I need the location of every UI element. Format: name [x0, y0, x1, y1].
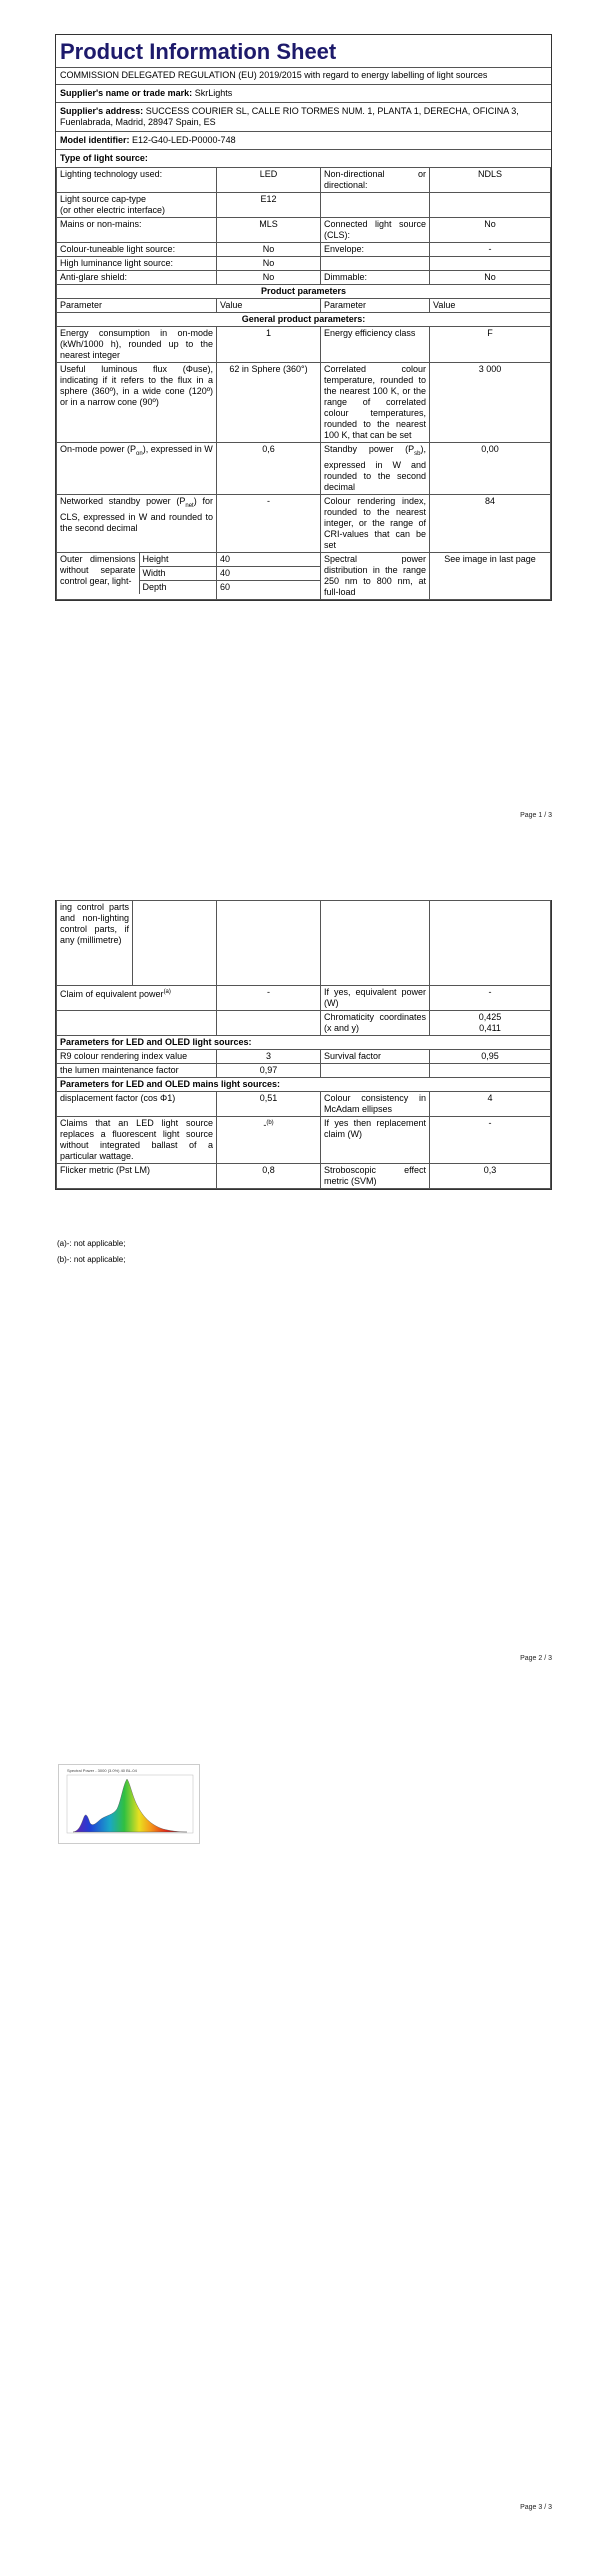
efficiency-class-label: Energy efficiency class — [321, 327, 430, 363]
envelope-label: Envelope: — [321, 243, 430, 257]
standby-power: 0,00 — [430, 443, 551, 495]
table-row — [57, 1117, 551, 1164]
dimmable: No — [430, 271, 551, 285]
model-row — [56, 132, 551, 150]
cap-type-label: Light source cap-type — [60, 194, 147, 204]
lumen-maintenance: 0,97 — [217, 1064, 321, 1078]
chromaticity-label: Chromaticity coordinates (x and y) — [321, 1011, 430, 1036]
envelope: - — [430, 243, 551, 257]
model-label: Model identifier: — [60, 135, 130, 145]
directional-label: Non-directional or directional: — [321, 168, 430, 193]
energy-consumption: 1 — [217, 327, 321, 363]
lighting-tech: LED — [217, 168, 321, 193]
continued-table — [56, 900, 551, 1189]
flicker-label: Flicker metric (Pst LM) — [57, 1164, 217, 1189]
table-row — [57, 901, 551, 986]
regulation-text: COMMISSION DELEGATED REGULATION (EU) 2019/2015 with regard to energy labelling of light sources — [56, 68, 551, 85]
table-row — [57, 552, 551, 599]
displacement-label: displacement factor (cos Φ1) — [57, 1092, 217, 1117]
table-row — [57, 1078, 551, 1092]
page-2 — [0, 900, 604, 1700]
cap-type: E12 — [217, 193, 321, 218]
table-row — [57, 243, 551, 257]
lumen-maintenance-label: the lumen maintenance factor — [57, 1064, 217, 1078]
colour-tuneable-label: Colour-tuneable light source: — [57, 243, 217, 257]
info-sheet-frame-continued — [55, 900, 552, 1190]
replacement: - — [430, 1117, 551, 1164]
equiv-power-label: Claim of equivalent power$^{(a)}$ — [57, 986, 217, 1011]
supplier-address: SUCCESS COURIER SL, CALLE RIO TORMES NUM. 1, PLANTA 1, DERECHA, OFICINA 3, Fuenlabrada, Madrid, 28947 Spain, ES — [60, 106, 519, 127]
luminous-flux-label: Useful luminous flux (Φuse), indicating if it refers to the flux in a sphere (360º), in a wide cone (120º) or in a narrow cone (90º) — [57, 363, 217, 443]
table-row — [57, 168, 551, 193]
flicker: 0,8 — [217, 1164, 321, 1189]
spectrum-chart — [59, 1765, 199, 1843]
table-row — [57, 193, 551, 218]
led-heading: Parameters for LED and OLED light sources: — [57, 1036, 551, 1050]
colour-tuneable: No — [217, 243, 321, 257]
networked-standby-label: Networked standby power $(P_{net})$ for CLS, expressed in W and rounded to the second decimal — [57, 494, 217, 552]
supplier-name: SkrLights — [194, 88, 233, 98]
type-table — [56, 167, 551, 600]
replacement-label: If yes then replacement claim (W) — [321, 1117, 430, 1164]
type-heading: Type of light source: — [60, 153, 148, 163]
consistency-label: Colour consistency in McAdam ellipses — [321, 1092, 430, 1117]
table-row — [57, 1011, 551, 1036]
width-label: Width — [139, 566, 216, 580]
consistency: 4 — [430, 1092, 551, 1117]
cri: 84 — [430, 494, 551, 552]
on-mode-power: 0,6 — [217, 443, 321, 495]
anti-glare-label: Anti-glare shield: — [57, 271, 217, 285]
r9: 3 — [217, 1050, 321, 1064]
spectrum-curve — [73, 1779, 187, 1832]
table-row — [57, 986, 551, 1011]
table-row — [57, 443, 551, 495]
r9-label: R9 colour rendering index value — [57, 1050, 217, 1064]
cls-label: Connected light source (CLS): — [321, 218, 430, 243]
supplier-address-label: Supplier's address: — [60, 106, 144, 116]
supplier-name-row — [56, 85, 551, 103]
table-row — [57, 1064, 551, 1078]
page-number: Page 2 / 3 — [520, 1655, 552, 1662]
equiv-power-w: - — [430, 986, 551, 1011]
table-row — [57, 218, 551, 243]
table-row — [57, 1036, 551, 1050]
table-row — [57, 285, 551, 299]
directional: NDLS — [430, 168, 551, 193]
chromaticity-x: 0,425 — [478, 1012, 502, 1022]
table-row — [57, 257, 551, 271]
page-number: Page 3 / 3 — [520, 2504, 552, 2511]
luminous-flux: 62 in Sphere (360°) — [217, 363, 321, 443]
table-row — [57, 363, 551, 443]
cct-label: Correlated colour temperature, rounded to the nearest 100 K, or the range of correlated colour temperatures, rounded to the nearest 100 K, that can be set — [321, 363, 430, 443]
cap-type-sub: (or other electric interface) — [60, 205, 166, 215]
table-row — [57, 1164, 551, 1189]
dimmable-label: Dimmable: — [321, 271, 430, 285]
product-params-heading: Product parameters — [57, 285, 551, 299]
supplier-name-label: Supplier's name or trade mark: — [60, 88, 193, 98]
displacement: 0,51 — [217, 1092, 321, 1117]
table-row — [57, 271, 551, 285]
mains-heading: Parameters for LED and OLED mains light sources: — [57, 1078, 551, 1092]
col-parameter: Parameter — [321, 299, 430, 313]
efficiency-class: F — [430, 327, 551, 363]
supplier-address-row — [56, 103, 551, 132]
table-row — [57, 299, 551, 313]
spectral: See image in last page — [430, 552, 551, 599]
equiv-power: - — [217, 986, 321, 1011]
col-parameter: Parameter — [57, 299, 217, 313]
mains-label: Mains or non-mains: — [57, 218, 217, 243]
anti-glare: No — [217, 271, 321, 285]
mains: MLS — [217, 218, 321, 243]
survival: 0,95 — [430, 1050, 551, 1064]
col-value: Value — [430, 299, 551, 313]
svm: 0,3 — [430, 1164, 551, 1189]
networked-standby: - — [217, 494, 321, 552]
col-value: Value — [217, 299, 321, 313]
table-row — [57, 1092, 551, 1117]
dimension-subtable — [57, 553, 216, 594]
height: 40 — [217, 553, 320, 567]
lighting-tech-label: Lighting technology used: — [57, 168, 217, 193]
general-heading: General product parameters: — [57, 313, 551, 327]
cls: No — [430, 218, 551, 243]
footnote-a: (a)-: not applicable; — [57, 1239, 126, 1248]
model-identifier: E12-G40-LED-P0000-748 — [132, 135, 236, 145]
page-title: Product Information Sheet — [56, 35, 551, 68]
cct: 3 000 — [430, 363, 551, 443]
depth-label: Depth — [142, 581, 167, 592]
footnote-b: (b)-: not applicable; — [57, 1255, 126, 1264]
cri-label: Colour rendering index, rounded to the nearest integer, or the range of CRI-values that can be set — [321, 494, 430, 552]
energy-consumption-label: Energy consumption in on-mode (kWh/1000 h), rounded up to the nearest integer — [57, 327, 217, 363]
page-1 — [0, 0, 604, 840]
outer-dim-label: Outer dimensions without separate control gear, light- — [57, 553, 139, 594]
table-row — [57, 494, 551, 552]
survival-label: Survival factor — [321, 1050, 430, 1064]
high-luminance-label: High luminance light source: — [57, 257, 217, 271]
height-label: Height — [139, 553, 216, 567]
table-row — [57, 1050, 551, 1064]
info-sheet-frame — [55, 34, 552, 601]
chromaticity-y: 0,411 — [479, 1023, 501, 1033]
outer-dim-label-cont: ing control parts and non-lighting control parts, if any (millimetre) — [57, 901, 133, 985]
high-luminance: No — [217, 257, 321, 271]
standby-power-label: Standby power $(P_{sb})$, expressed in W and rounded to the second decimal — [321, 443, 430, 495]
on-mode-power-label: On-mode power $(P_{on})$, expressed in W — [57, 443, 217, 495]
claims: -$^{(b)}$ — [217, 1117, 321, 1164]
spectrum-caption: Spectral Power - 3000 (3.0%) 40 BL-04 — [67, 1768, 137, 1773]
table-row — [57, 313, 551, 327]
spectral-distribution-image — [58, 1764, 200, 1844]
claims-label: Claims that an LED light source replaces a fluorescent light source without integrated ballast of a particular wattage. — [57, 1117, 217, 1164]
equiv-power-w-label: If yes, equivalent power (W) — [321, 986, 430, 1011]
depth: 60 — [220, 581, 231, 592]
width: 40 — [217, 567, 320, 581]
spectral-label: Spectral power distribution in the range 250 nm to 800 nm, at full-load — [321, 552, 430, 599]
table-row — [57, 327, 551, 363]
page-number: Page 1 / 3 — [520, 812, 552, 819]
svm-label: Stroboscopic effect metric (SVM) — [321, 1164, 430, 1189]
